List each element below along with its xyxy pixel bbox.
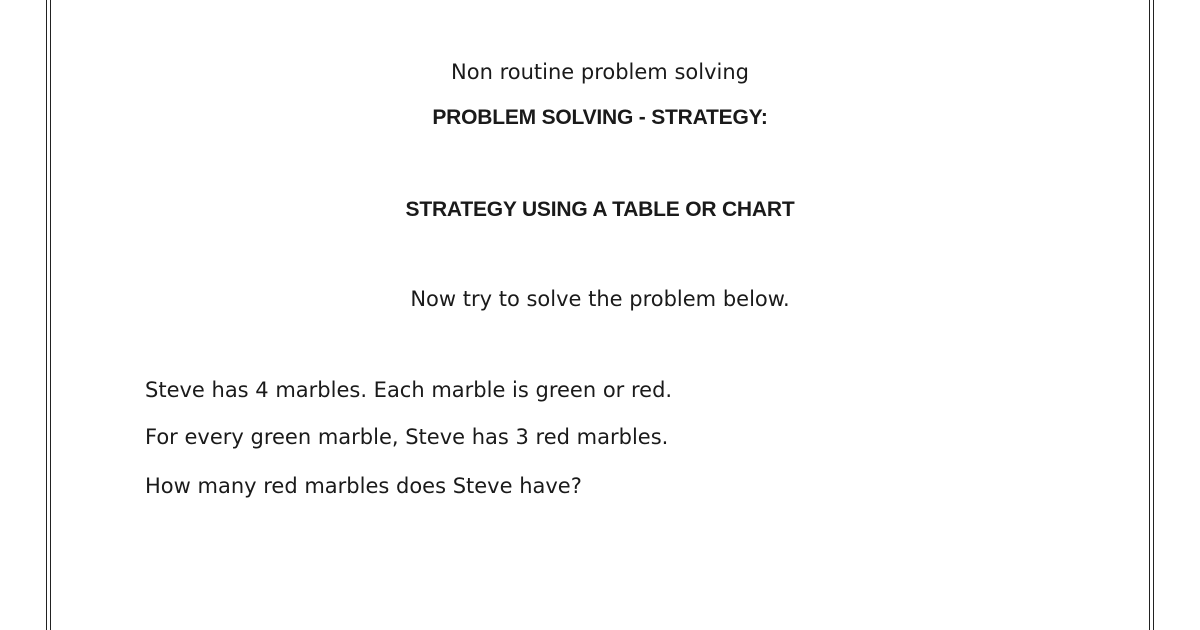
document-subtitle: Non routine problem solving <box>451 60 749 84</box>
strategy-heading: STRATEGY USING A TABLE OR CHART <box>405 198 795 221</box>
page-border-right-inner <box>1149 0 1150 630</box>
problem-line: For every green marble, Steve has 3 red marbles. <box>145 425 669 449</box>
page-border-left-outer <box>46 0 47 630</box>
page-border-left-inner <box>50 0 51 630</box>
problem-line: Steve has 4 marbles. Each marble is green or red. <box>145 378 673 402</box>
problem-question: How many red marbles does Steve have? <box>145 474 582 498</box>
document-heading: PROBLEM SOLVING - STRATEGY: <box>432 106 768 129</box>
instruction-text: Now try to solve the problem below. <box>410 287 790 311</box>
page-border-right-outer <box>1153 0 1154 630</box>
